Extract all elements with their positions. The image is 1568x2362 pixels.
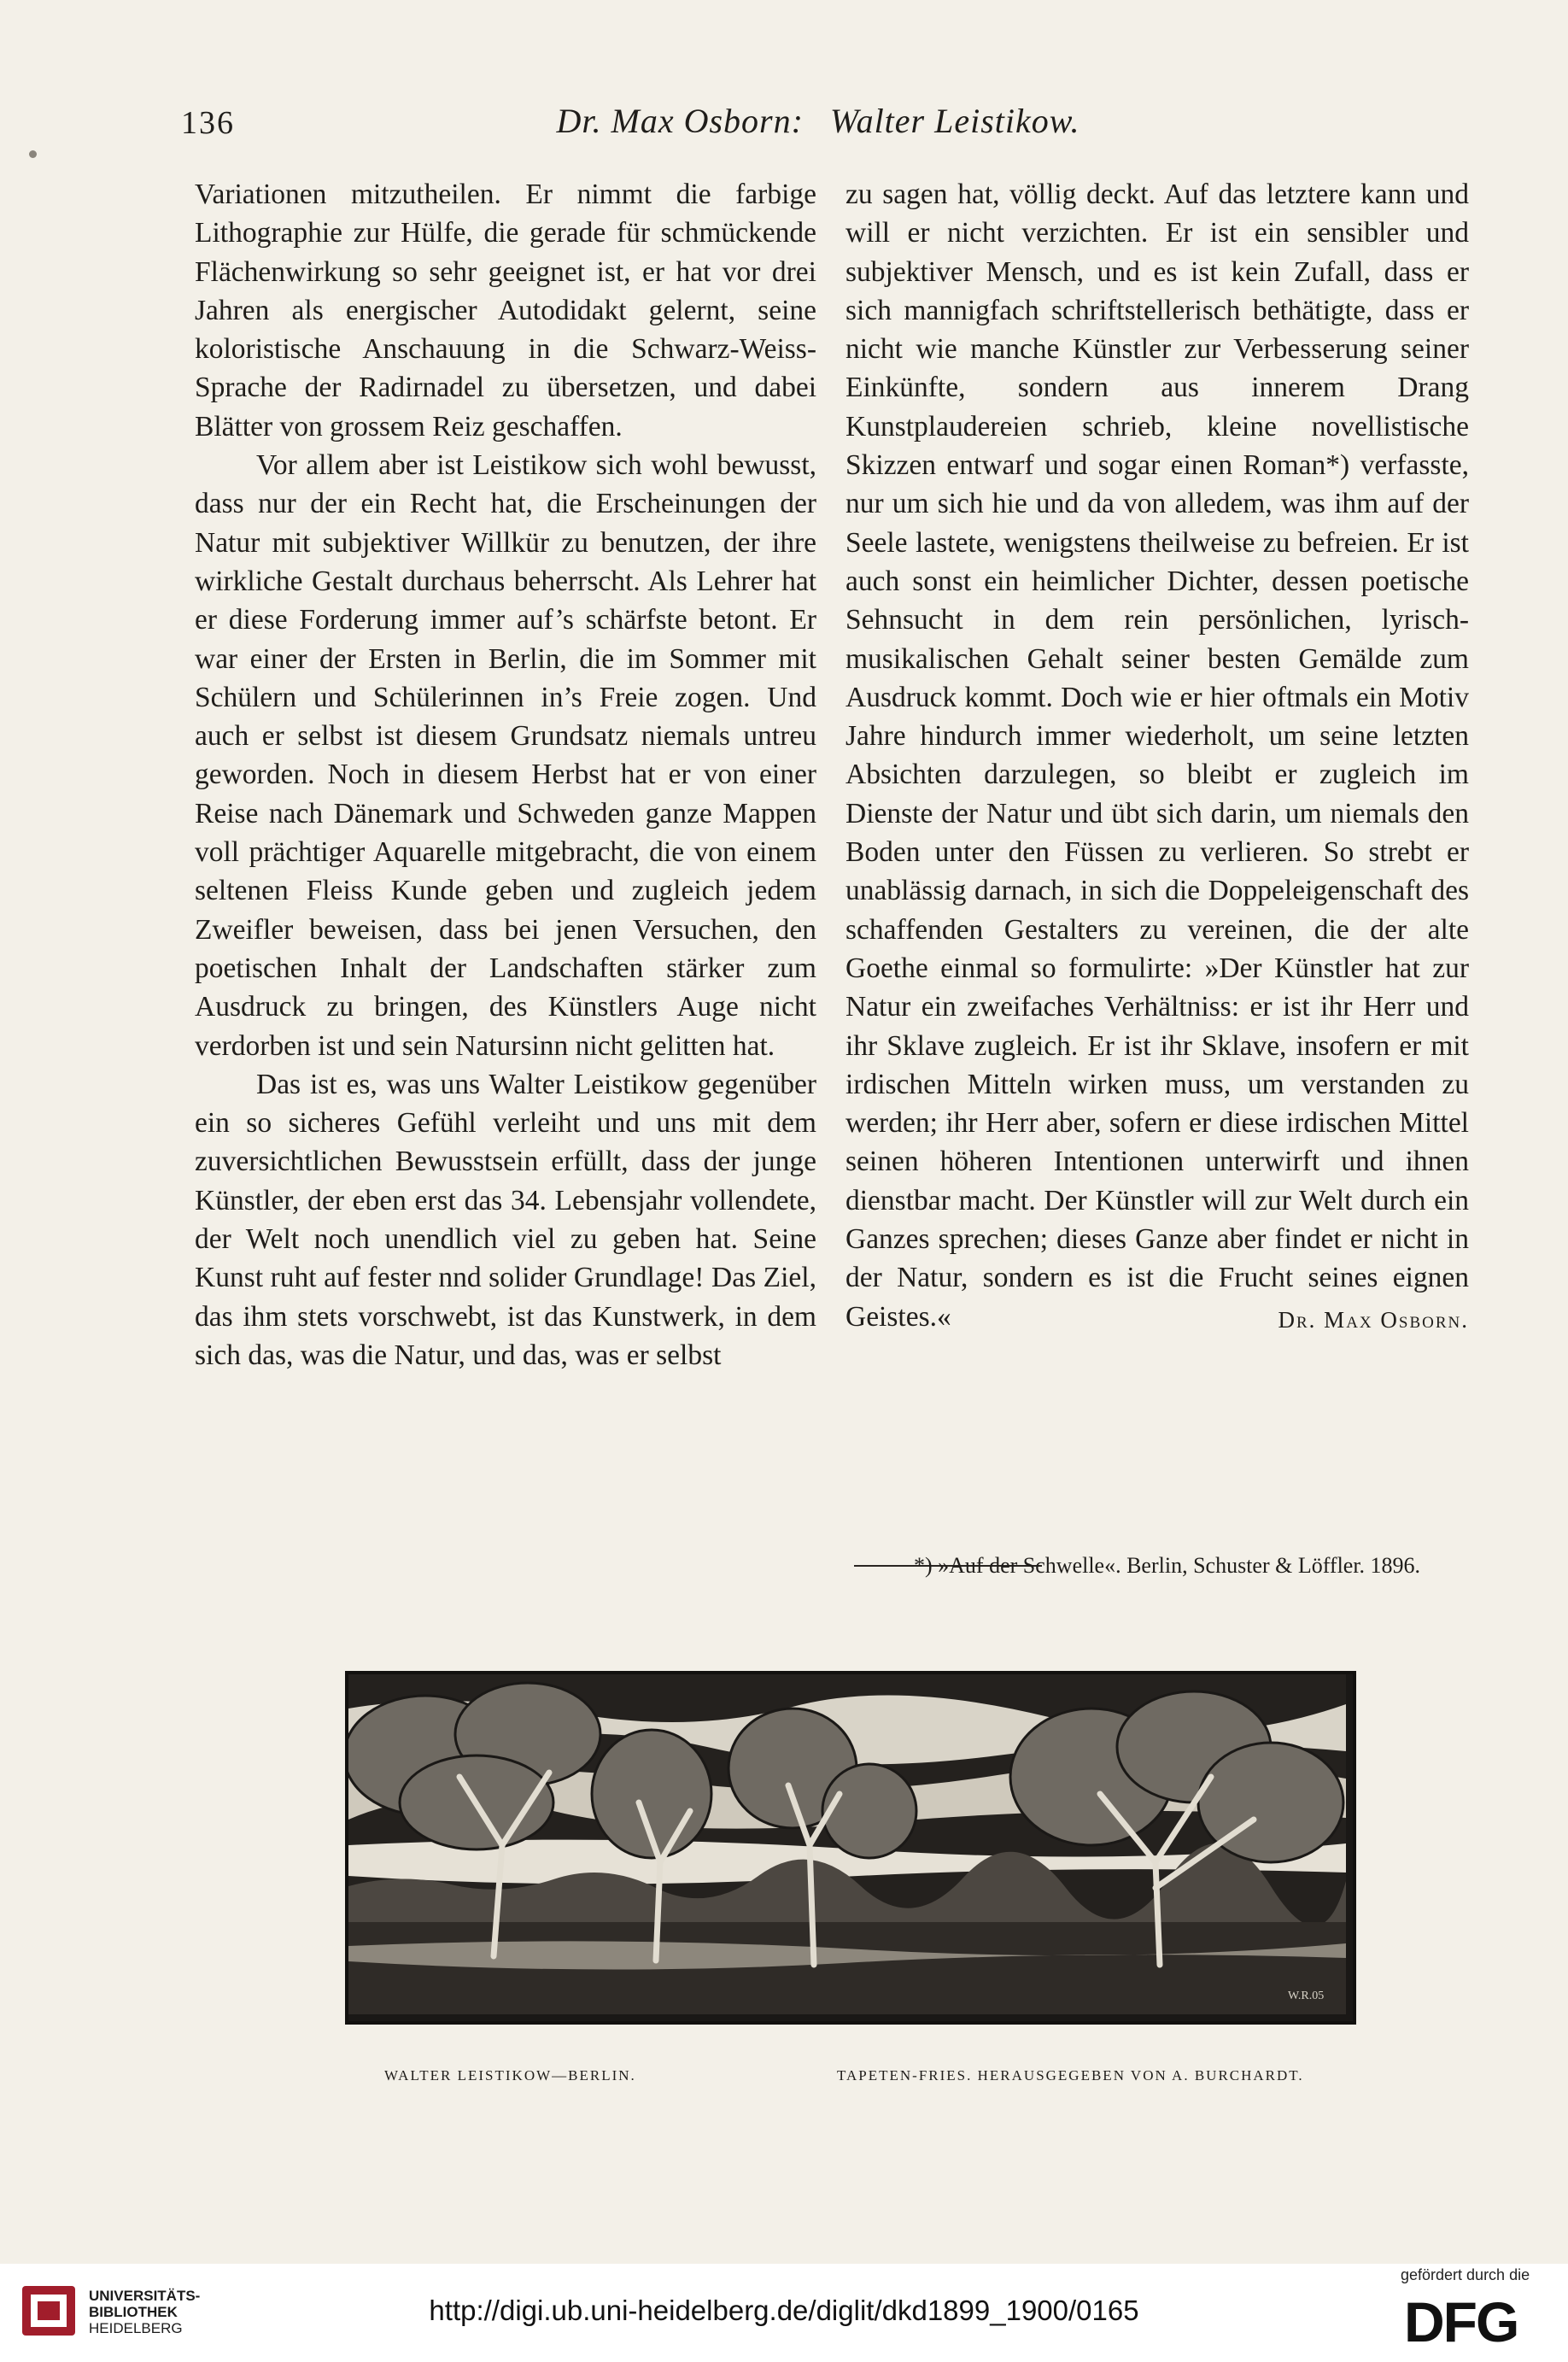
left-column — [195, 175, 816, 1374]
paragraph-2: Vor allem aber ist Leistikow sich wohl bewusst, dass nur der ein Recht hat, die Erscheinungen der Natur mit subjektiver Willkür zu benutzen, der ihre wirkliche Gestalt durchaus beherrscht. Als Lehrer hat er diese Forderung immer auf’s schärfste betont. Er war einer der Ersten in Berlin, die im Sommer mit Schülern und Schülerinnen in’s Freie zogen. Und auch er selbst ist diesem Grundsatz niemals untreu geworden. Noch in diesem Herbst hat er von einer Reise nach Dänemark und Schweden ganze Mappen voll prächtiger Aquarelle mitgebracht, die von einem seltenen Fleiss Kunde geben und zugleich jedem Zweifler beweisen, dass bei jenen Versuchen, den poetischen Inhalt der Landschaften stärker zum Ausdruck zu bringen, des Künstlers Auge nicht verdorben ist und sein Natursinn nicht gelitten hat. — [195, 449, 816, 1062]
funding-note: gefördert durch die — [1401, 2266, 1530, 2283]
paper-speck — [29, 150, 37, 158]
university-library-name: UNIVERSITÄTS- BIBLIOTHEK HEIDELBERG — [89, 2288, 201, 2336]
paragraph-4 — [845, 175, 1469, 1336]
figure-caption-artist: WALTER LEISTIKOW—BERLIN. — [384, 2067, 636, 2084]
frieze-illustration — [345, 1671, 1356, 2025]
paragraph-4-text: zu sagen hat, völlig deckt. Auf das letztere kann und will er nicht verzichten. Er ist ein sensibler und subjektiver Mensch, und es ist kein Zufall, dass er sich mannigfach schriftstellerisch bethätigte, dass er nicht wie manche Künstler zur Verbesserung seiner Einkünfte, sondern aus innerem Drang Kunstplaudereien schrieb, kleine novellistische Skizzen entwarf und sogar einen Roman*) verfasste, nur um sich hie und da von alledem, was ihm auf der Seele lastete, wenigstens theilweise zu befreien. Er ist auch sonst ein heimlicher Dichter, dessen poetische Sehnsucht in dem rein persönlichen, lyrisch-musikalischen Gehalt seiner besten Gemälde zum Ausdruck kommt. Doch wie er hier oftmals ein Motiv Jahre hindurch immer wiederholt, um seine letzten Absichten darzulegen, so bleibt er zugleich im Dienste der Natur und übt sich darin, um niemals den Boden unter den Füssen zu verlieren. So strebt er unablässig darnach, in sich die Doppeleigenschaft des schaffenden Gestalters zu vereinen, die der alte Goethe einmal so formulirte: »Der Künstler hat zur Natur ein zweifaches Verhältniss: er ist ihr Herr und ihr Sklave zugleich. Er ist ihr Sklave, insofern er mit irdischen Mitteln wirken muss, um verstanden zu werden; ihr Herr aber, sofern er diese irdischen Mittel seinen höheren Intentionen unterwirft und ihnen dienstbar macht. Der Künstler will zur Welt durch ein Ganzes sprechen; dieses Ganze aber findet er nicht in der Natur, sondern es ist die Frucht seines eignen Geistes.« — [845, 179, 1469, 1333]
paragraph-3: Das ist es, was uns Walter Leistikow gegenüber ein so sicheres Gefühl verleiht und uns mit dem zuversichtlichen Bewusstsein erfüllt, dass der junge Künstler, der eben erst das 34. Lebensjahr vollendete, der Welt noch unendlich viel zu geben hat. Seine Kunst ruht auf fester nnd solider Grundlage! Das Ziel, das ihm stets vorschwebt, ist das Kunstwerk, in dem sich das, was die Natur, und das, was er selbst — [195, 1068, 816, 1371]
paragraph-1: Variationen mitzutheilen. Er nimmt die farbige Lithographie zur Hülfe, die gerade für schmückende Flächenwirkung so sehr geeignet ist, er hat vor drei Jahren als energischer Autodidakt gelernt, seine koloristische Anschauung in die Schwarz-Weiss-Sprache der Radirnadel zu übersetzen, und dabei Blätter von grossem Reiz geschaffen. — [195, 179, 816, 443]
permalink[interactable]: http://digi.ub.uni-heidelberg.de/diglit/dkd1899_1900/0165 — [429, 2295, 1139, 2326]
frieze-artwork — [348, 1674, 1346, 2014]
figure-caption-publisher: TAPETEN-FRIES. HERAUSGEGEBEN VON A. BURCHARDT. — [837, 2067, 1304, 2084]
running-head-title: Walter Leistikow. — [829, 102, 1080, 140]
author-signature: Dr. Max Osborn. — [1278, 1306, 1469, 1333]
frieze-monogram: W.R.05 — [1288, 1990, 1325, 2002]
running-head — [0, 101, 1568, 141]
dfg-logo: DFG — [1404, 2290, 1518, 2353]
footnote: *) »Auf der Schwelle«. Berlin, Schuster & Löffler. 1896. — [914, 1553, 1421, 1578]
right-column — [845, 175, 1469, 1339]
page-number: 136 — [181, 105, 235, 141]
running-head-author: Dr. Max Osborn: — [556, 102, 804, 140]
